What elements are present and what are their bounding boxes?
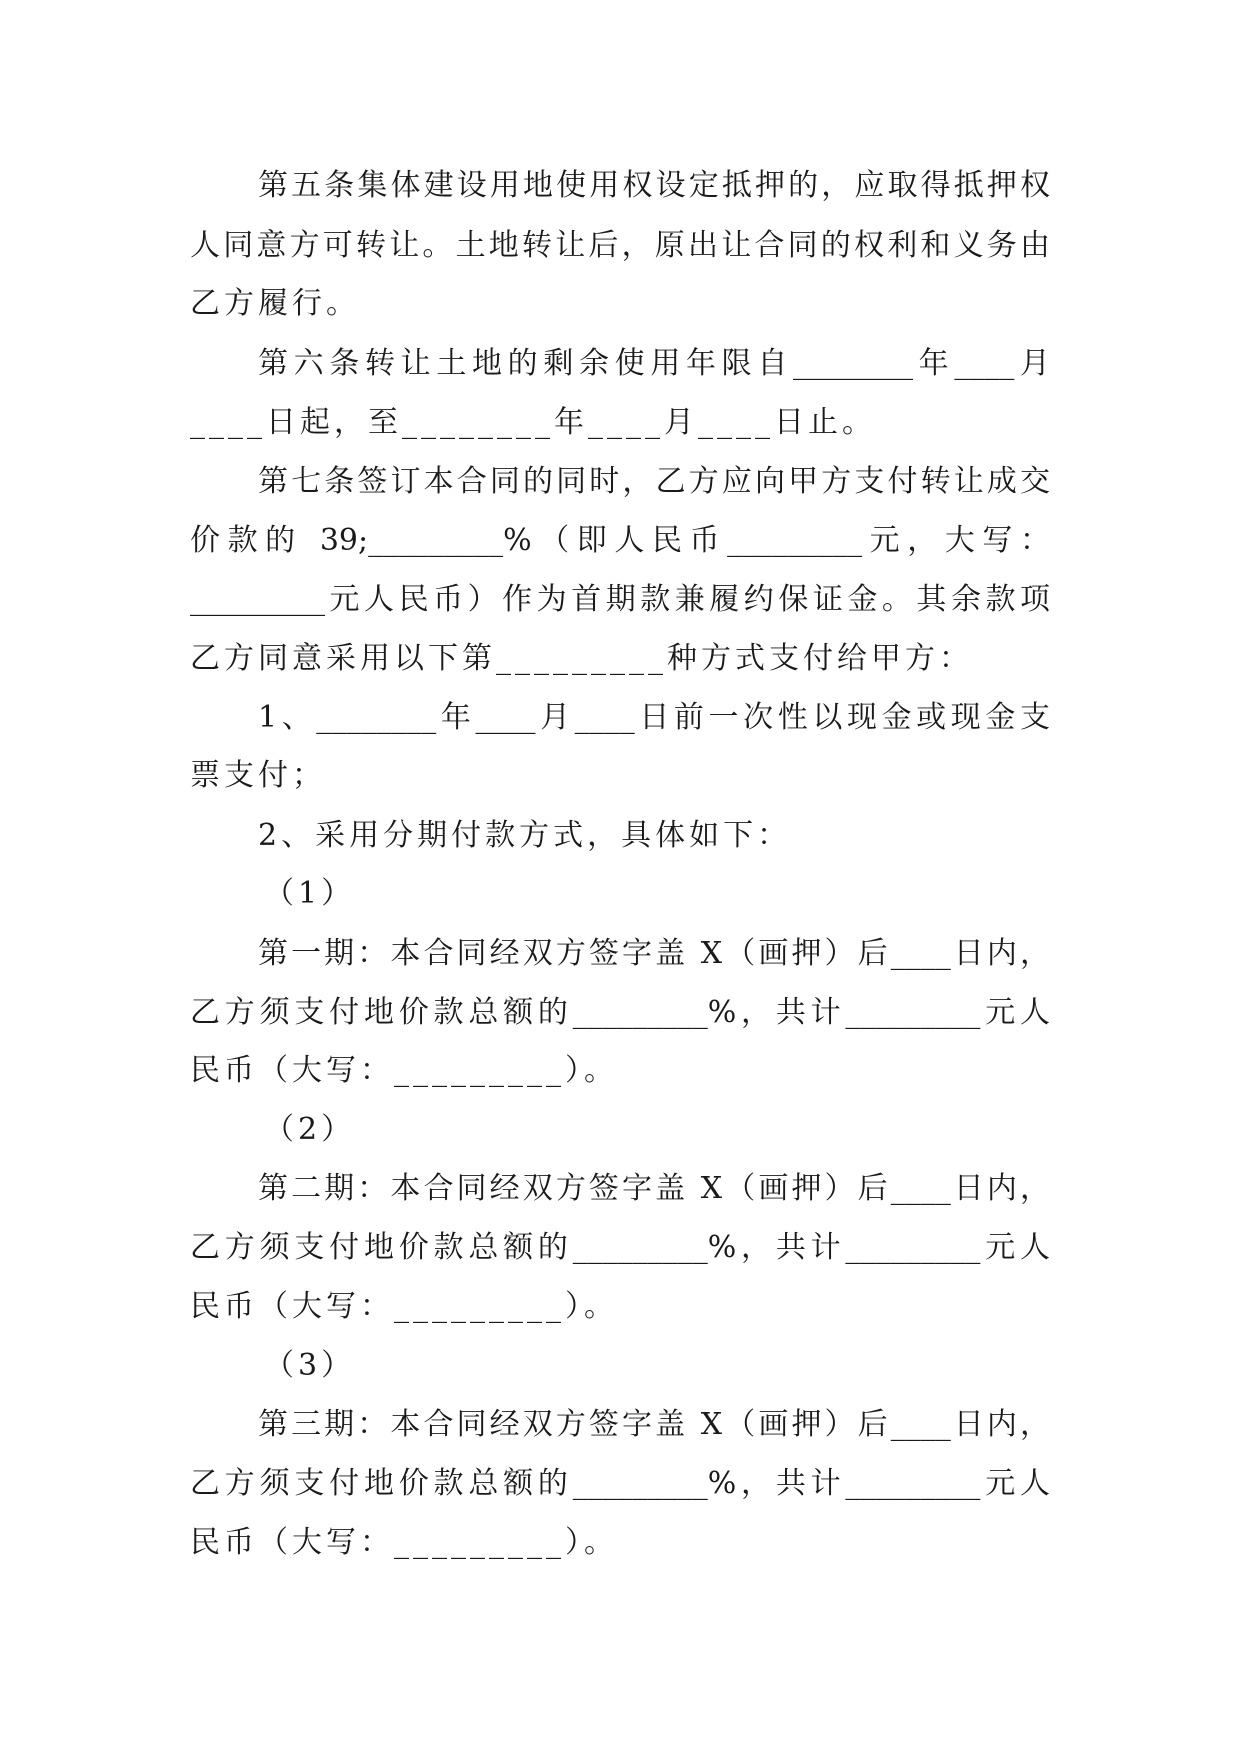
text-line: 2、采用分期付款方式，具体如下： [258, 818, 792, 853]
text-line: （3） [264, 1348, 356, 1383]
text-line: 乙方履行。 [190, 286, 360, 321]
text-line: ____日起，至________年____月____日止。 [190, 405, 876, 440]
text-line: 第六条转让土地的剩余使用年限自________年____月 [258, 346, 1050, 381]
text-line: 乙方须支付地价款总额的_________%，共计_________元人 [190, 1466, 1050, 1501]
text-line: 1、________年____月____日前一次性以现金或现金支 [258, 700, 1050, 735]
text-line: 民币（大写：_________）。 [190, 1289, 618, 1324]
text-line: 价款的 39;_________%（即人民币_________元，大写： [190, 523, 1050, 558]
text-line: 乙方同意采用以下第_________种方式支付给甲方： [190, 641, 973, 676]
text-line: 第五条集体建设用地使用权设定抵押的，应取得抵押权 [258, 168, 1050, 203]
text-line: （1） [264, 876, 356, 911]
text-line: 民币（大写：_________）。 [190, 1053, 618, 1088]
text-line: 民币（大写：_________）。 [190, 1525, 618, 1560]
text-line: 第七条签订本合同的同时，乙方应向甲方支付转让成交 [258, 464, 1050, 499]
text-line: 第一期：本合同经双方签字盖 X（画押）后____日内， [258, 936, 1050, 971]
text-line: 第二期：本合同经双方签字盖 X（画押）后____日内， [258, 1171, 1050, 1206]
text-line: （2） [264, 1112, 356, 1147]
text-line: 乙方须支付地价款总额的_________%，共计_________元人 [190, 1230, 1050, 1265]
text-line: 第三期：本合同经双方签字盖 X（画押）后____日内， [258, 1407, 1050, 1442]
text-line: 乙方须支付地价款总额的_________%，共计_________元人 [190, 995, 1050, 1030]
text-line: 人同意方可转让。土地转让后，原出让合同的权利和义务由 [190, 228, 1050, 263]
text-line: 票支付； [190, 758, 326, 793]
text-line: _________元人民币）作为首期款兼履约保证金。其余款项 [190, 582, 1050, 617]
